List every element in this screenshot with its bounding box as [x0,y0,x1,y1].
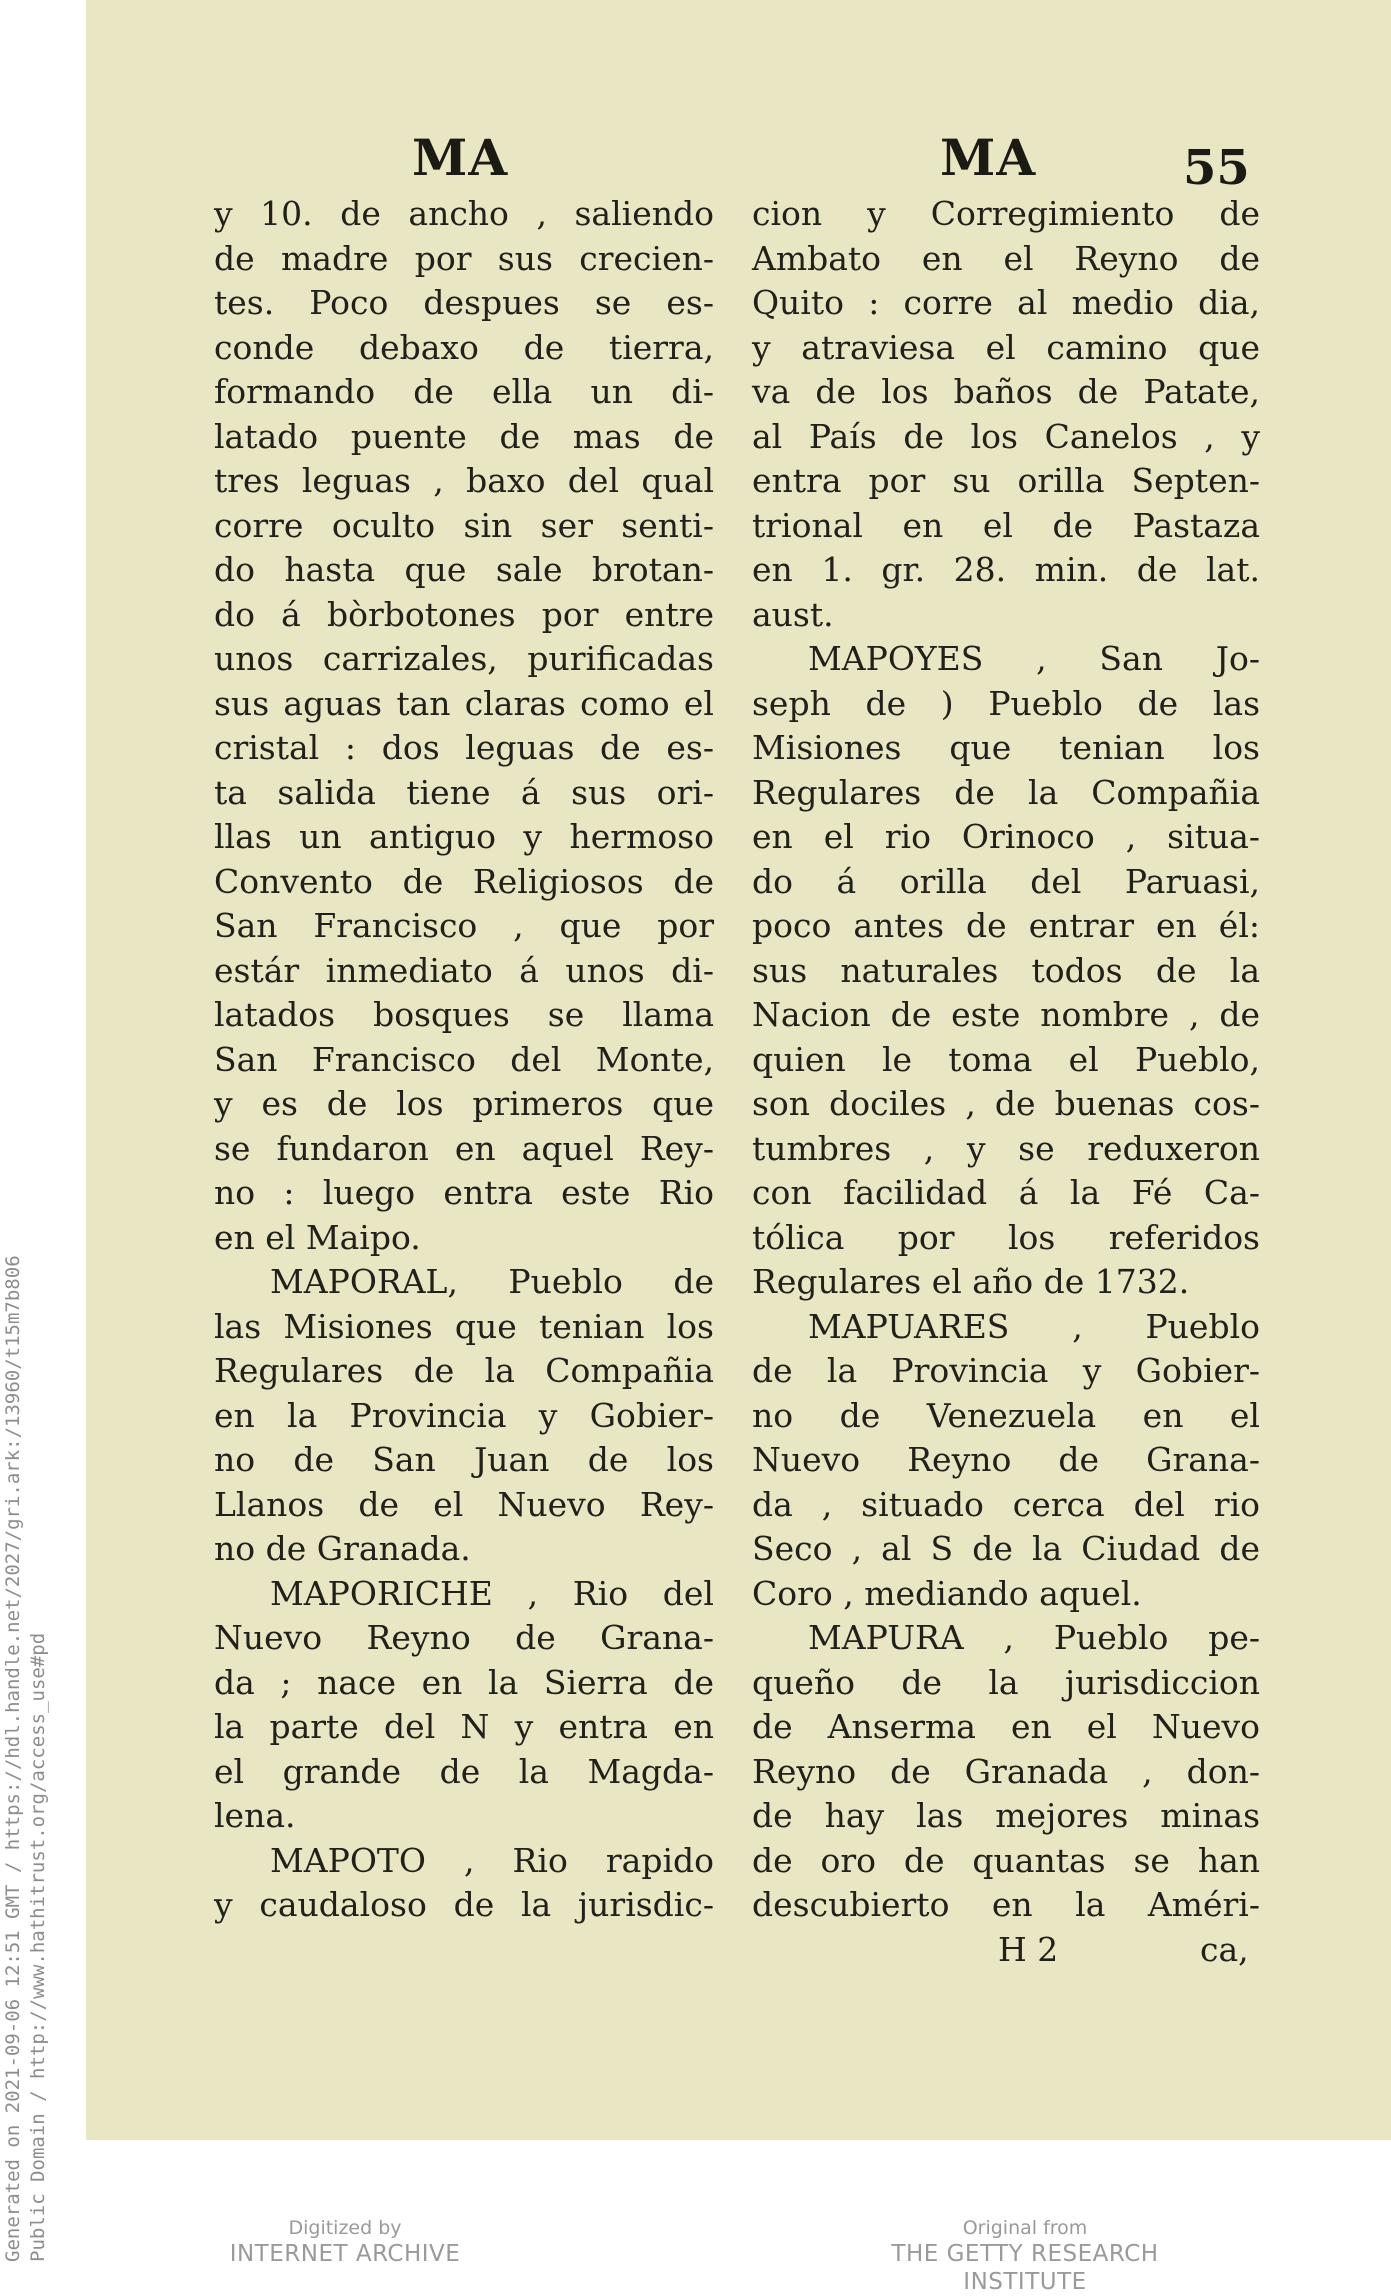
hathitrust-side-watermark [0,0,86,2271]
original-from-credit [830,2216,1220,2296]
right-column-text-line: da , situado cerca del rio [752,1484,1260,1524]
page-number: 55 [1183,140,1250,196]
original-from-label: Original from [962,2217,1088,2239]
left-column-text-line: latados bosques se llama [214,995,714,1034]
left-column-text-line: MAPORICHE , Rio del [270,1573,714,1613]
right-column-text-line: quien le toma el Pueblo, [752,1039,1260,1079]
watermark-generated-line: Generated on 2021-09-06 12:51 GMT / https://hdl.handle.net/2027/gri.ark:/13960/t15m7b806 [2,1255,24,2262]
left-column-text-line: lena. [214,1796,296,1835]
right-column-text-line: Nuevo Reyno de Grana- [752,1440,1260,1479]
watermark-public-domain-line: Public Domain / http://www.hathitrust.org/access_use#pd [27,1632,49,2262]
right-column-text-line: poco antes de entrar en él: [752,906,1260,945]
left-column-text-line: Regulares de la Compañia [214,1351,714,1390]
left-column-text-line: cristal : dos leguas de es- [214,728,714,767]
right-column-text-line: Seco , al S de la Ciudad de [752,1529,1260,1568]
right-column-text-line: trional en el de Pastaza [752,505,1260,545]
right-column-text-line: va de los baños de Patate, [752,372,1260,411]
left-column-text-line: tres leguas , baxo del qual [214,461,714,500]
left-column-text-line: conde debaxo de tierra, [214,327,714,367]
right-column-text-line: MAPURA , Pueblo pe- [808,1618,1260,1657]
left-column-text-line: no de San Juan de los [214,1440,714,1479]
left-column-text-line: llas un antiguo y hermoso [214,817,714,856]
left-column-text-line: latado puente de mas de [214,416,714,456]
right-column-text-line: de Anserma en el Nuevo [752,1707,1260,1746]
right-column-text-line: no de Venezuela en el [752,1395,1260,1435]
signature-mark: H 2 [998,1929,1059,1969]
right-column-text-line: Regulares el año de 1732. [752,1262,1190,1301]
left-column-text-line: corre oculto sin ser senti- [214,505,714,545]
left-column-text-line: no : luego entra este Rio [214,1173,714,1212]
left-column-text-line: ta salida tiene á sus ori- [214,772,714,812]
left-column-text-line: de madre por sus crecien- [214,238,714,278]
left-column-text-line: no de Granada. [214,1529,471,1568]
left-column-text-line: la parte del N y entra en [214,1707,714,1746]
right-column-text-line: tumbres , y se reduxeron [752,1128,1260,1168]
right-column-text-line: al País de los Canelos , y [752,416,1260,456]
left-column-text-line: el grande de la Magda- [214,1751,714,1791]
right-column-text-line: con facilidad á la Fé Ca- [752,1173,1260,1212]
left-column-text-line: do hasta que sale brotan- [214,550,714,589]
running-head-left: MA [412,128,509,187]
right-column-text-line: Reyno de Granada , don- [752,1751,1260,1791]
left-column-text-line: San Francisco del Monte, [214,1039,714,1079]
right-column-text-line: de la Provincia y Gobier- [752,1351,1260,1390]
right-column-text-line: Nacion de este nombre , de [752,995,1260,1034]
right-column-text-line: do á orilla del Paruasi, [752,861,1260,901]
right-column-text-line: descubierto en la Améri- [752,1885,1260,1924]
left-column-text-line: MAPORAL, Pueblo de [270,1262,714,1301]
right-column-text-line: Quito : corre al medio dia, [752,283,1260,322]
left-column-text-line: Nuevo Reyno de Grana- [214,1618,714,1657]
catch-word: ca, [1200,1929,1249,1969]
right-text-column [752,192,1260,1972]
digitized-by-label: Digitized by [288,2217,402,2239]
right-column-text-line: queño de la jurisdiccion [752,1662,1260,1702]
left-column-text-line: da ; nace en la Sierra de [214,1662,714,1702]
right-column-text-line: MAPOYES , San Jo- [808,639,1260,678]
left-column-text-line: Convento de Religiosos de [214,861,714,901]
left-column-text-line: y 10. de ancho , saliendo [214,194,714,233]
right-column-text-line: aust. [752,594,834,634]
internet-archive-label: INTERNET ARCHIVE [229,2241,461,2267]
left-column-text-line: estár inmediato á unos di- [214,950,714,990]
right-column-text-line: MAPUARES , Pueblo [808,1306,1260,1346]
right-column-text-line: Coro , mediando aquel. [752,1573,1142,1613]
right-column-text-line: Ambato en el Reyno de [752,238,1260,278]
left-column-text-line: sus aguas tan claras como el [214,683,714,723]
left-column-text-line: unos carrizales, purificadas [214,639,714,678]
right-column-text-line: de oro de quantas se han [752,1840,1260,1880]
left-column-text-line: San Francisco , que por [214,906,714,945]
right-column-text-line: Regulares de la Compañia [752,772,1260,812]
right-column-text-line: seph de ) Pueblo de las [752,683,1260,723]
signature-line [752,1928,1260,1973]
right-column-text-line: sus naturales todos de la [752,950,1260,990]
left-column-text-line: en el Maipo. [214,1217,421,1257]
right-column-text-line: Misiones que tenian los [752,728,1260,767]
left-column-text-line: Llanos de el Nuevo Rey- [214,1484,714,1524]
digitized-by-credit [200,2216,490,2268]
right-column-text-line: son dociles , de buenas cos- [752,1084,1260,1123]
running-head-right: MA [940,128,1037,187]
left-column-text-line: las Misiones que tenian los [214,1306,714,1346]
left-column-text-line: tes. Poco despues se es- [214,283,714,322]
left-column-text-line: y es de los primeros que [214,1084,714,1123]
left-column-text-line: se fundaron en aquel Rey- [214,1128,714,1168]
right-column-text-line: en el rio Orinoco , situa- [752,817,1260,856]
right-column-text-line: y atraviesa el camino que [752,327,1260,367]
getty-research-institute-label: THE GETTY RESEARCH INSTITUTE [891,2241,1159,2295]
left-column-text-line: en la Provincia y Gobier- [214,1395,714,1435]
right-column-text-line: en 1. gr. 28. min. de lat. [752,550,1260,589]
left-text-column [214,192,714,1928]
left-column-text-line: do á bòrbotones por entre [214,594,714,634]
left-column-text-line: y caudaloso de la jurisdic- [214,1885,714,1924]
right-column-text-line: entra por su orilla Septen- [752,461,1260,500]
left-column-text-line: MAPOTO , Rio rapido [270,1840,714,1880]
left-column-text-line: formando de ella un di- [214,372,714,411]
right-column-text-line: cion y Corregimiento de [752,194,1260,233]
right-column-text-line: tólica por los referidos [752,1217,1260,1257]
right-column-text-line: de hay las mejores minas [752,1796,1260,1835]
